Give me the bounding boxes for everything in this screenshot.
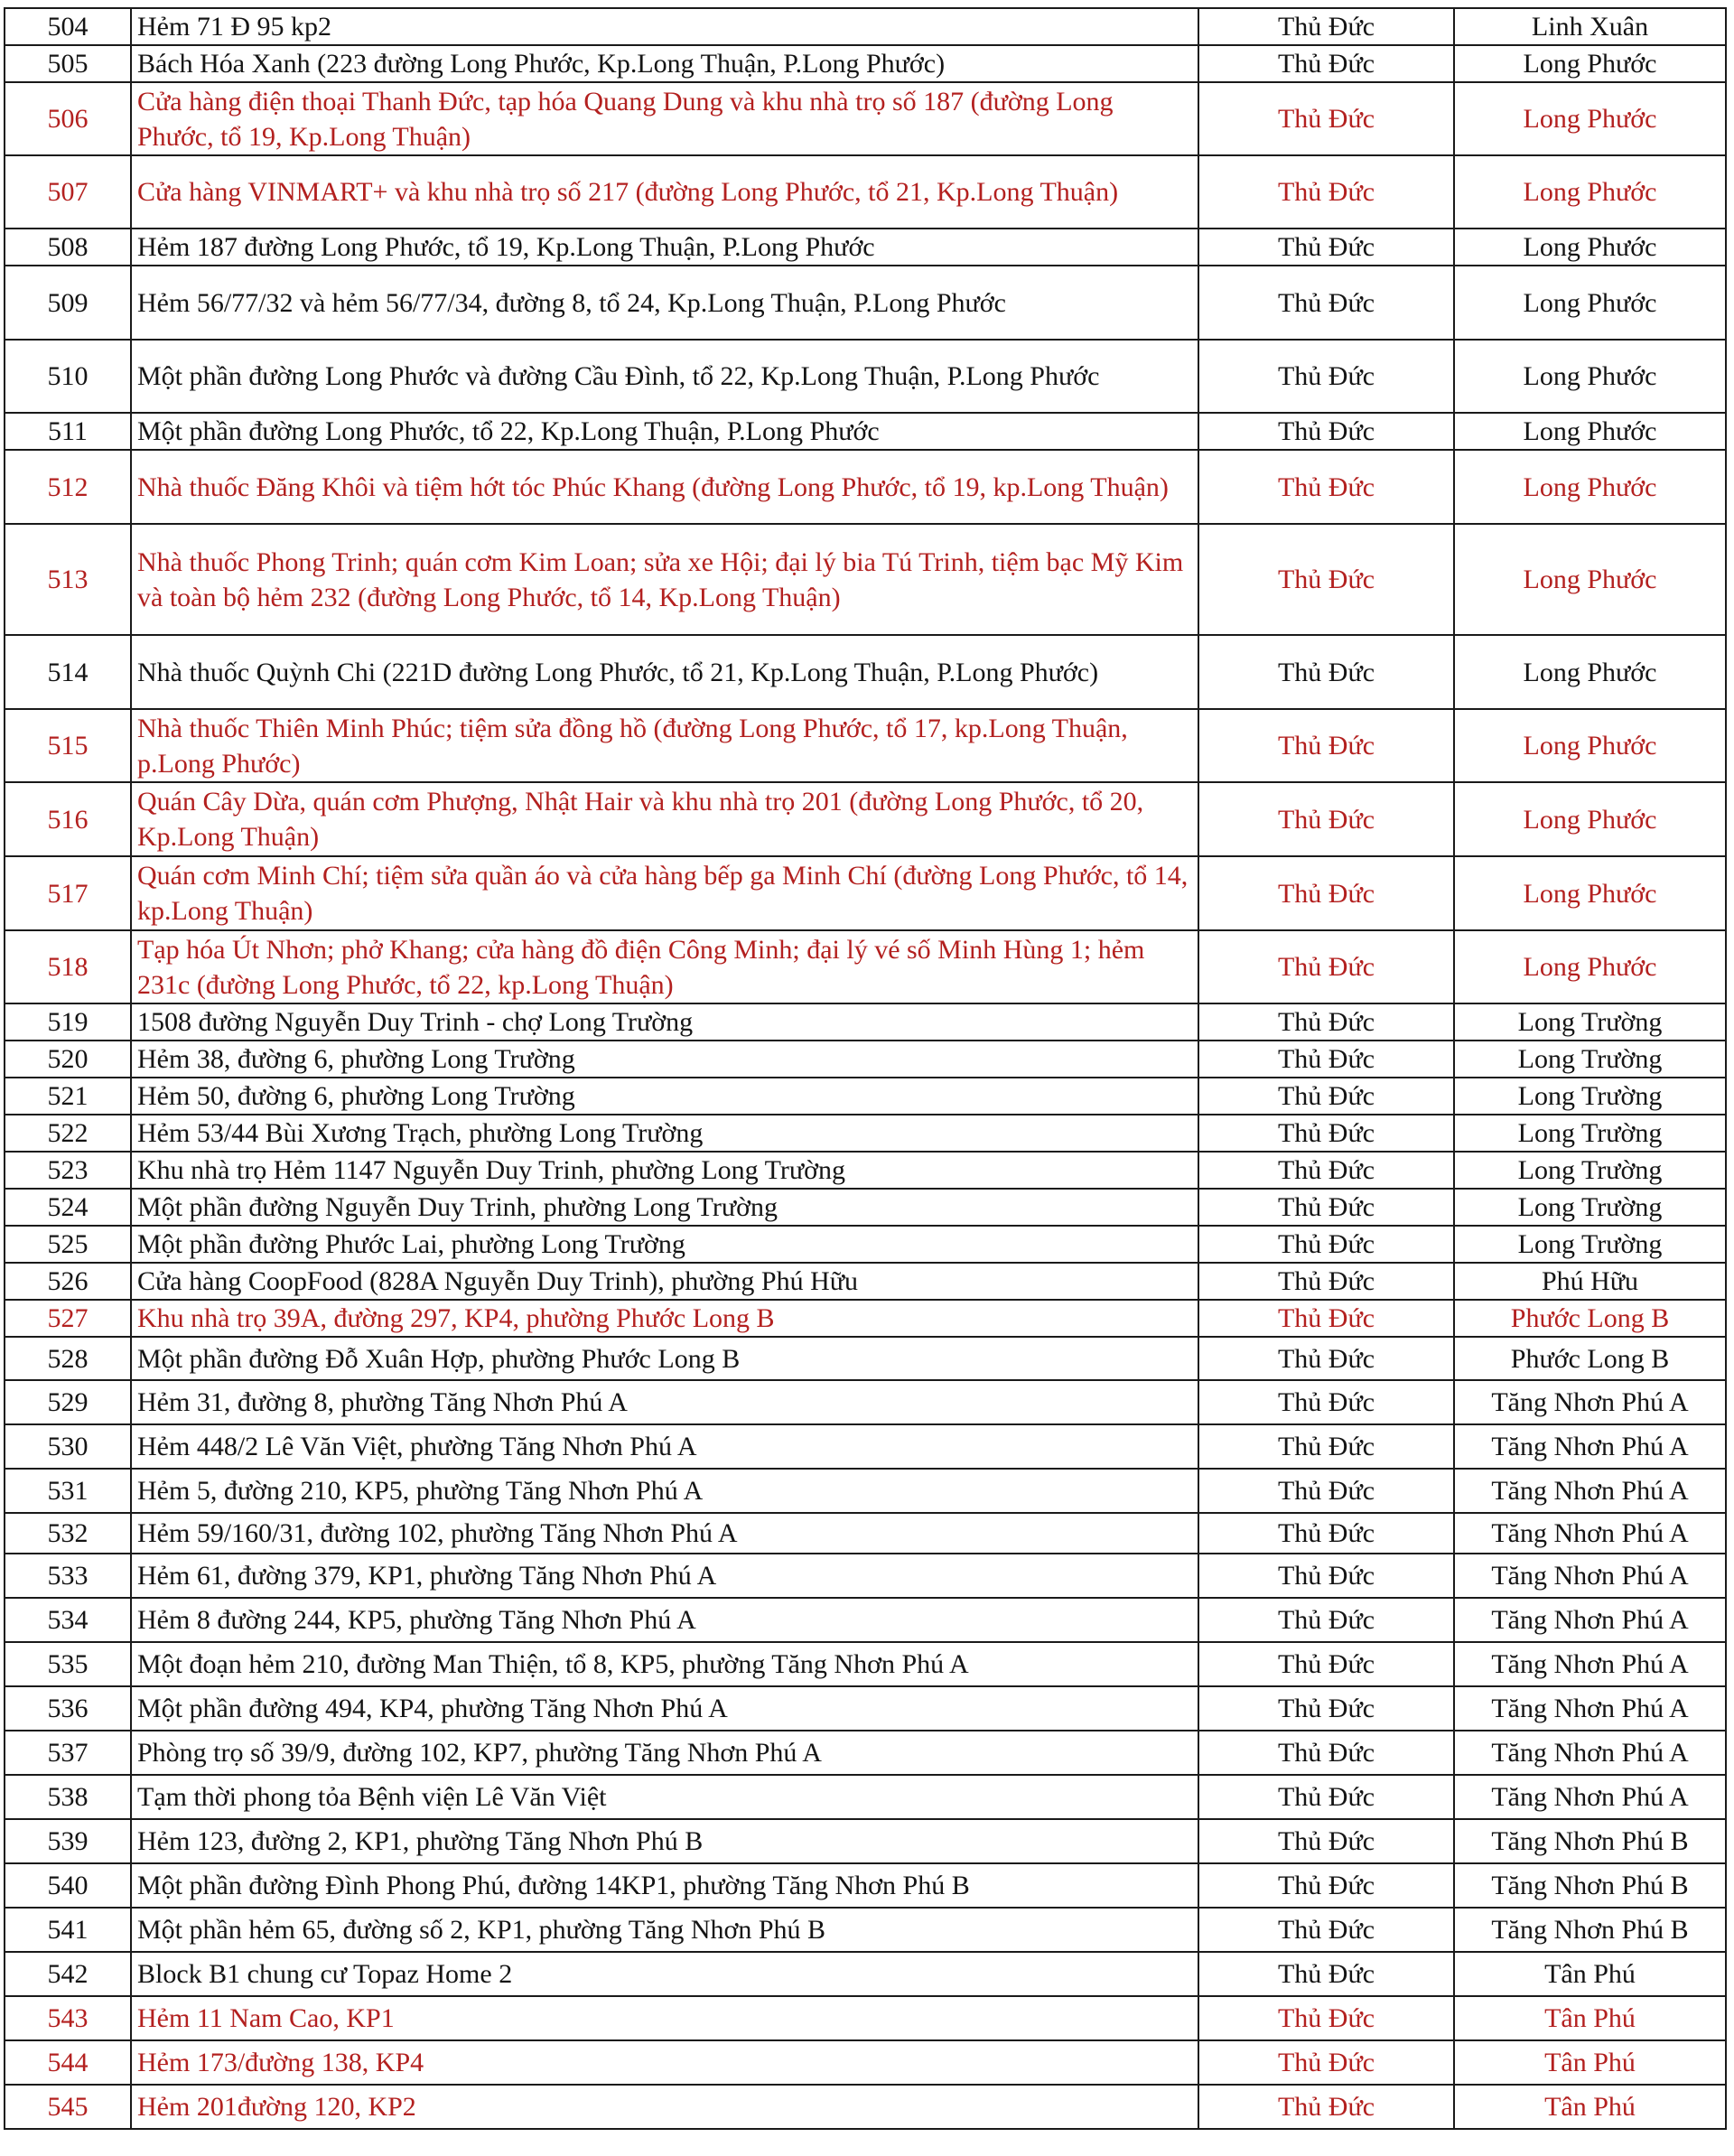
district-cell: Thủ Đức [1198, 450, 1454, 524]
location-cell: Một phần đường Nguyễn Duy Trinh, phường Long Trường [131, 1189, 1198, 1226]
table-row [5, 1078, 1726, 1115]
row-number-cell: 510 [5, 340, 131, 413]
table-row [5, 1041, 1726, 1078]
location-cell: Hẻm 53/44 Bùi Xương Trạch, phường Long Trường [131, 1115, 1198, 1152]
ward-cell: Tân Phú [1454, 2040, 1726, 2085]
ward-cell: Tăng Nhơn Phú A [1454, 1731, 1726, 1775]
location-cell: Một phần đường 494, KP4, phường Tăng Nhơn Phú A [131, 1686, 1198, 1731]
district-cell: Thủ Đức [1198, 1469, 1454, 1513]
location-cell: Cửa hàng VINMART+ và khu nhà trọ số 217 (đường Long Phước, tổ 21, Kp.Long Thuận) [131, 155, 1198, 229]
table-row [5, 1908, 1726, 1952]
location-cell: Hẻm 8 đường 244, KP5, phường Tăng Nhơn Phú A [131, 1598, 1198, 1642]
table-row [5, 709, 1726, 782]
district-cell: Thủ Đức [1198, 1686, 1454, 1731]
district-cell: Thủ Đức [1198, 413, 1454, 450]
location-cell: Tạp hóa Út Nhơn; phở Khang; cửa hàng đồ điện Công Minh; đại lý vé số Minh Hùng 1; hẻm 231c (đường Long Phước, tổ 22, kp.Long Thuận) [131, 930, 1198, 1003]
ward-cell: Long Phước [1454, 45, 1726, 82]
row-number-cell: 540 [5, 1863, 131, 1908]
row-number-cell: 506 [5, 82, 131, 155]
row-number-cell: 541 [5, 1908, 131, 1952]
row-number-cell: 542 [5, 1952, 131, 1996]
table-row [5, 229, 1726, 266]
district-cell: Thủ Đức [1198, 1152, 1454, 1189]
table-row [5, 1424, 1726, 1469]
location-cell: Hẻm 173/đường 138, KP4 [131, 2040, 1198, 2085]
location-cell: Một đoạn hẻm 210, đường Man Thiện, tổ 8, KP5, phường Tăng Nhơn Phú A [131, 1642, 1198, 1686]
table-body [5, 8, 1726, 2129]
district-cell: Thủ Đức [1198, 1115, 1454, 1152]
district-cell: Thủ Đức [1198, 524, 1454, 635]
district-cell: Thủ Đức [1198, 8, 1454, 45]
row-number-cell: 539 [5, 1819, 131, 1863]
location-cell: Phòng trọ số 39/9, đường 102, KP7, phường Tăng Nhơn Phú A [131, 1731, 1198, 1775]
location-cell: Khu nhà trọ 39A, đường 297, KP4, phường Phước Long B [131, 1300, 1198, 1337]
district-cell: Thủ Đức [1198, 635, 1454, 709]
table-row [5, 1337, 1726, 1380]
district-cell: Thủ Đức [1198, 229, 1454, 266]
ward-cell: Long Trường [1454, 1078, 1726, 1115]
row-number-cell: 530 [5, 1424, 131, 1469]
district-cell: Thủ Đức [1198, 82, 1454, 155]
location-cell: Quán cơm Minh Chí; tiệm sửa quần áo và cửa hàng bếp ga Minh Chí (đường Long Phước, tổ 14, kp.Long Thuận) [131, 856, 1198, 930]
ward-cell: Tăng Nhơn Phú A [1454, 1642, 1726, 1686]
row-number-cell: 515 [5, 709, 131, 782]
row-number-cell: 517 [5, 856, 131, 930]
district-cell: Thủ Đức [1198, 1424, 1454, 1469]
district-cell: Thủ Đức [1198, 340, 1454, 413]
district-cell: Thủ Đức [1198, 155, 1454, 229]
row-number-cell: 534 [5, 1598, 131, 1642]
row-number-cell: 527 [5, 1300, 131, 1337]
ward-cell: Long Phước [1454, 856, 1726, 930]
table-row [5, 1775, 1726, 1819]
table-row [5, 1263, 1726, 1300]
row-number-cell: 524 [5, 1189, 131, 1226]
district-cell: Thủ Đức [1198, 2040, 1454, 2085]
location-cell: Hẻm 50, đường 6, phường Long Trường [131, 1078, 1198, 1115]
location-cell: Hẻm 11 Nam Cao, KP1 [131, 1996, 1198, 2040]
table-row [5, 155, 1726, 229]
row-number-cell: 535 [5, 1642, 131, 1686]
ward-cell: Long Phước [1454, 450, 1726, 524]
district-cell: Thủ Đức [1198, 1863, 1454, 1908]
district-cell: Thủ Đức [1198, 1078, 1454, 1115]
table-row [5, 413, 1726, 450]
ward-cell: Long Trường [1454, 1115, 1726, 1152]
row-number-cell: 516 [5, 782, 131, 856]
district-cell: Thủ Đức [1198, 1731, 1454, 1775]
district-cell: Thủ Đức [1198, 45, 1454, 82]
row-number-cell: 504 [5, 8, 131, 45]
ward-cell: Long Phước [1454, 229, 1726, 266]
location-cell: Hẻm 448/2 Lê Văn Việt, phường Tăng Nhơn Phú A [131, 1424, 1198, 1469]
ward-cell: Long Phước [1454, 266, 1726, 340]
district-cell: Thủ Đức [1198, 1263, 1454, 1300]
row-number-cell: 543 [5, 1996, 131, 2040]
row-number-cell: 532 [5, 1513, 131, 1554]
location-cell: Khu nhà trọ Hẻm 1147 Nguyễn Duy Trinh, phường Long Trường [131, 1152, 1198, 1189]
row-number-cell: 522 [5, 1115, 131, 1152]
ward-cell: Tăng Nhơn Phú A [1454, 1686, 1726, 1731]
ward-cell: Long Phước [1454, 709, 1726, 782]
table-row [5, 1819, 1726, 1863]
location-cell: Hẻm 201đường 120, KP2 [131, 2085, 1198, 2129]
table-row [5, 340, 1726, 413]
location-cell: Nhà thuốc Đăng Khôi và tiệm hớt tóc Phúc Khang (đường Long Phước, tổ 19, kp.Long Thuận) [131, 450, 1198, 524]
table-row [5, 1380, 1726, 1424]
ward-cell: Long Phước [1454, 82, 1726, 155]
row-number-cell: 531 [5, 1469, 131, 1513]
table-row [5, 930, 1726, 1003]
ward-cell: Tăng Nhơn Phú A [1454, 1380, 1726, 1424]
table-row [5, 782, 1726, 856]
table-row [5, 450, 1726, 524]
district-cell: Thủ Đức [1198, 1554, 1454, 1598]
ward-cell: Tăng Nhơn Phú A [1454, 1513, 1726, 1554]
table-row [5, 856, 1726, 930]
ward-cell: Tăng Nhơn Phú A [1454, 1424, 1726, 1469]
table-row [5, 1226, 1726, 1263]
table-row [5, 8, 1726, 45]
ward-cell: Long Trường [1454, 1152, 1726, 1189]
location-cell: Nhà thuốc Quỳnh Chi (221D đường Long Phước, tổ 21, Kp.Long Thuận, P.Long Phước) [131, 635, 1198, 709]
district-cell: Thủ Đức [1198, 1513, 1454, 1554]
location-cell: Cửa hàng CoopFood (828A Nguyễn Duy Trinh), phường Phú Hữu [131, 1263, 1198, 1300]
ward-cell: Tăng Nhơn Phú A [1454, 1469, 1726, 1513]
district-cell: Thủ Đức [1198, 1337, 1454, 1380]
row-number-cell: 519 [5, 1003, 131, 1041]
row-number-cell: 537 [5, 1731, 131, 1775]
district-cell: Thủ Đức [1198, 1189, 1454, 1226]
ward-cell: Tăng Nhơn Phú A [1454, 1775, 1726, 1819]
table-row [5, 635, 1726, 709]
district-cell: Thủ Đức [1198, 1598, 1454, 1642]
ward-cell: Long Phước [1454, 930, 1726, 1003]
row-number-cell: 508 [5, 229, 131, 266]
row-number-cell: 520 [5, 1041, 131, 1078]
table-row [5, 82, 1726, 155]
location-cell: Tạm thời phong tỏa Bệnh viện Lê Văn Việt [131, 1775, 1198, 1819]
ward-cell: Long Trường [1454, 1226, 1726, 1263]
district-cell: Thủ Đức [1198, 1380, 1454, 1424]
district-cell: Thủ Đức [1198, 1996, 1454, 2040]
ward-cell: Long Phước [1454, 155, 1726, 229]
district-cell: Thủ Đức [1198, 709, 1454, 782]
location-cell: Hẻm 187 đường Long Phước, tổ 19, Kp.Long Thuận, P.Long Phước [131, 229, 1198, 266]
location-cell: Một phần hẻm 65, đường số 2, KP1, phường Tăng Nhơn Phú B [131, 1908, 1198, 1952]
ward-cell: Tân Phú [1454, 1952, 1726, 1996]
table-row [5, 45, 1726, 82]
ward-cell: Long Phước [1454, 340, 1726, 413]
location-cell: Hẻm 59/160/31, đường 102, phường Tăng Nhơn Phú A [131, 1513, 1198, 1554]
table-row [5, 1952, 1726, 1996]
district-cell: Thủ Đức [1198, 1775, 1454, 1819]
ward-cell: Phước Long B [1454, 1300, 1726, 1337]
district-cell: Thủ Đức [1198, 1819, 1454, 1863]
row-number-cell: 525 [5, 1226, 131, 1263]
district-cell: Thủ Đức [1198, 266, 1454, 340]
ward-cell: Long Phước [1454, 635, 1726, 709]
table-row [5, 524, 1726, 635]
row-number-cell: 538 [5, 1775, 131, 1819]
ward-cell: Long Trường [1454, 1189, 1726, 1226]
district-cell: Thủ Đức [1198, 1952, 1454, 1996]
district-cell: Thủ Đức [1198, 1003, 1454, 1041]
location-cell: Một phần đường Đình Phong Phú, đường 14KP1, phường Tăng Nhơn Phú B [131, 1863, 1198, 1908]
district-cell: Thủ Đức [1198, 1226, 1454, 1263]
location-cell: Hẻm 31, đường 8, phường Tăng Nhơn Phú A [131, 1380, 1198, 1424]
location-cell: Hẻm 123, đường 2, KP1, phường Tăng Nhơn Phú B [131, 1819, 1198, 1863]
lockdown-areas-table [4, 7, 1727, 2130]
location-cell: Hẻm 5, đường 210, KP5, phường Tăng Nhơn Phú A [131, 1469, 1198, 1513]
row-number-cell: 521 [5, 1078, 131, 1115]
district-cell: Thủ Đức [1198, 782, 1454, 856]
table-row [5, 1731, 1726, 1775]
ward-cell: Tân Phú [1454, 2085, 1726, 2129]
table-row [5, 1996, 1726, 2040]
district-cell: Thủ Đức [1198, 1041, 1454, 1078]
table-row [5, 2085, 1726, 2129]
row-number-cell: 513 [5, 524, 131, 635]
location-cell: Quán Cây Dừa, quán cơm Phượng, Nhật Hair và khu nhà trọ 201 (đường Long Phước, tổ 20, Kp.Long Thuận) [131, 782, 1198, 856]
table-row [5, 266, 1726, 340]
district-cell: Thủ Đức [1198, 1908, 1454, 1952]
location-cell: Hẻm 71 Đ 95 kp2 [131, 8, 1198, 45]
ward-cell: Phước Long B [1454, 1337, 1726, 1380]
row-number-cell: 511 [5, 413, 131, 450]
row-number-cell: 545 [5, 2085, 131, 2129]
location-cell: 1508 đường Nguyễn Duy Trinh - chợ Long Trường [131, 1003, 1198, 1041]
table-row [5, 2040, 1726, 2085]
row-number-cell: 544 [5, 2040, 131, 2085]
ward-cell: Tăng Nhơn Phú B [1454, 1908, 1726, 1952]
district-cell: Thủ Đức [1198, 856, 1454, 930]
location-cell: Nhà thuốc Thiên Minh Phúc; tiệm sửa đồng hồ (đường Long Phước, tổ 17, kp.Long Thuận, p.Long Phước) [131, 709, 1198, 782]
ward-cell: Tăng Nhơn Phú B [1454, 1863, 1726, 1908]
table-row [5, 1598, 1726, 1642]
row-number-cell: 533 [5, 1554, 131, 1598]
row-number-cell: 514 [5, 635, 131, 709]
location-cell: Bách Hóa Xanh (223 đường Long Phước, Kp.Long Thuận, P.Long Phước) [131, 45, 1198, 82]
table-row [5, 1115, 1726, 1152]
row-number-cell: 528 [5, 1337, 131, 1380]
table-row [5, 1189, 1726, 1226]
ward-cell: Long Trường [1454, 1003, 1726, 1041]
location-cell: Hẻm 56/77/32 và hẻm 56/77/34, đường 8, tổ 24, Kp.Long Thuận, P.Long Phước [131, 266, 1198, 340]
table-row [5, 1513, 1726, 1554]
location-cell: Hẻm 38, đường 6, phường Long Trường [131, 1041, 1198, 1078]
ward-cell: Tân Phú [1454, 1996, 1726, 2040]
ward-cell: Linh Xuân [1454, 8, 1726, 45]
location-cell: Một phần đường Phước Lai, phường Long Trường [131, 1226, 1198, 1263]
location-cell: Cửa hàng điện thoại Thanh Đức, tạp hóa Quang Dung và khu nhà trọ số 187 (đường Long Phước, tổ 19, Kp.Long Thuận) [131, 82, 1198, 155]
row-number-cell: 518 [5, 930, 131, 1003]
table-row [5, 1863, 1726, 1908]
row-number-cell: 512 [5, 450, 131, 524]
row-number-cell: 505 [5, 45, 131, 82]
location-cell: Một phần đường Long Phước, tổ 22, Kp.Long Thuận, P.Long Phước [131, 413, 1198, 450]
ward-cell: Tăng Nhơn Phú A [1454, 1598, 1726, 1642]
district-cell: Thủ Đức [1198, 930, 1454, 1003]
ward-cell: Long Phước [1454, 524, 1726, 635]
table-row [5, 1686, 1726, 1731]
table-row [5, 1469, 1726, 1513]
ward-cell: Long Phước [1454, 782, 1726, 856]
row-number-cell: 536 [5, 1686, 131, 1731]
ward-cell: Long Phước [1454, 413, 1726, 450]
district-cell: Thủ Đức [1198, 1642, 1454, 1686]
table-row [5, 1152, 1726, 1189]
ward-cell: Tăng Nhơn Phú A [1454, 1554, 1726, 1598]
row-number-cell: 507 [5, 155, 131, 229]
location-cell: Một phần đường Long Phước và đường Cầu Đình, tổ 22, Kp.Long Thuận, P.Long Phước [131, 340, 1198, 413]
row-number-cell: 529 [5, 1380, 131, 1424]
location-cell: Block B1 chung cư Topaz Home 2 [131, 1952, 1198, 1996]
row-number-cell: 509 [5, 266, 131, 340]
table-row [5, 1300, 1726, 1337]
table-row [5, 1642, 1726, 1686]
row-number-cell: 526 [5, 1263, 131, 1300]
ward-cell: Tăng Nhơn Phú B [1454, 1819, 1726, 1863]
location-cell: Một phần đường Đỗ Xuân Hợp, phường Phước Long B [131, 1337, 1198, 1380]
district-cell: Thủ Đức [1198, 1300, 1454, 1337]
district-cell: Thủ Đức [1198, 2085, 1454, 2129]
location-cell: Hẻm 61, đường 379, KP1, phường Tăng Nhơn Phú A [131, 1554, 1198, 1598]
ward-cell: Long Trường [1454, 1041, 1726, 1078]
ward-cell: Phú Hữu [1454, 1263, 1726, 1300]
row-number-cell: 523 [5, 1152, 131, 1189]
table-row [5, 1554, 1726, 1598]
location-cell: Nhà thuốc Phong Trinh; quán cơm Kim Loan; sửa xe Hội; đại lý bia Tú Trinh, tiệm bạc Mỹ Kim và toàn bộ hẻm 232 (đường Long Phước, tổ 14, Kp.Long Thuận) [131, 524, 1198, 635]
table-row [5, 1003, 1726, 1041]
